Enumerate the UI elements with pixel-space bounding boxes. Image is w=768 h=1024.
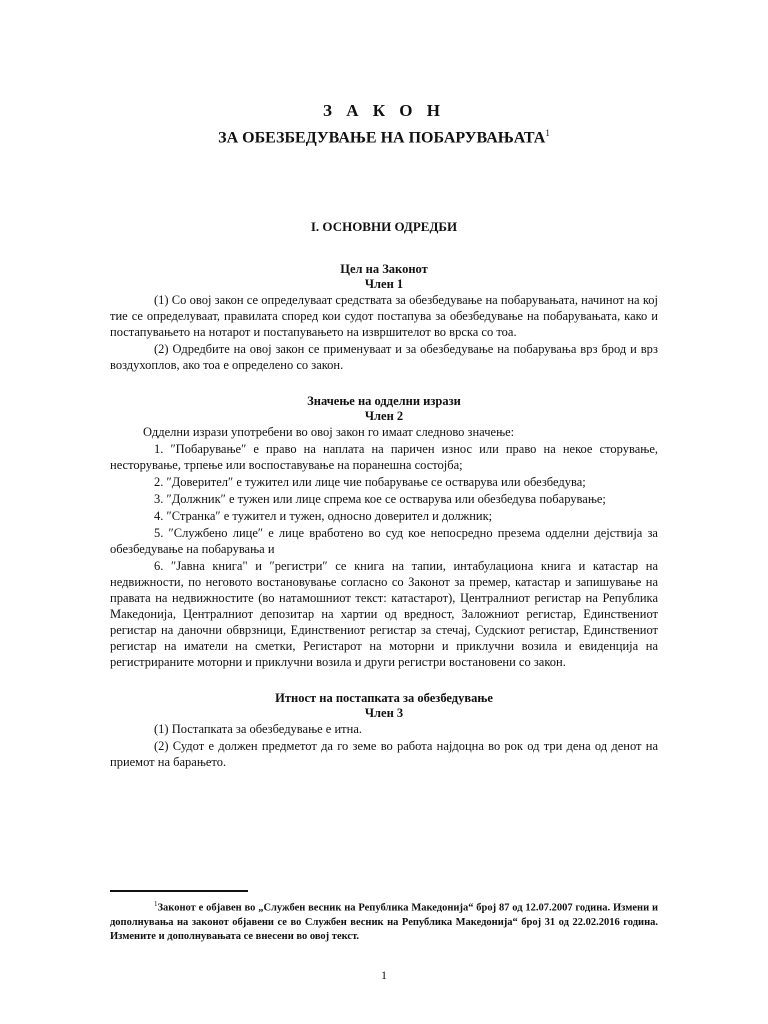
- article-3-number: Член 3: [364, 706, 404, 721]
- article-2-item-1: 1. ″Побарување″ е право на наплата на паричен износ или право на некое сторување, несторување, трпење или воспоставување на поранешна состојба;: [110, 442, 658, 473]
- article-2-item-5: 5. ″Службено лице″ е лице вработено во суд кое непосредно презема одделни дејствија за обезбедување на побарувања и: [110, 526, 658, 557]
- footnote-reference[interactable]: 1: [545, 128, 550, 138]
- article-2-section: [110, 394, 658, 670]
- article-2-title: Значење на одделни изрази: [307, 394, 461, 409]
- article-1-title: Цел на Законот: [340, 262, 428, 277]
- article-2-number: Член 2: [364, 409, 404, 424]
- law-subtitle: [110, 122, 658, 149]
- article-2-intro: Одделни изрази употребени во овој закон го имаат следново значење:: [143, 425, 515, 440]
- article-2-item-2: 2. ″Доверител″ е тужител или лице чие побарување се остварува или обезбедува;: [154, 475, 586, 490]
- law-subtitle-text: ЗА ОБЕЗБЕДУВАЊЕ НА ПОБАРУВАЊАТА: [218, 129, 546, 147]
- article-1-number: Член 1: [364, 277, 404, 292]
- article-2-item-6: 6. ″Јавна книга" и ″регистри″ се книга на тапии, интабулациона книга и катастар на недвижности, по неговото востановување согласно со Законот за премер, катастар и запишување на правата на недвижностите (во натамошниот текст: катастарот), Централниот регистар на Република Македонија, Централниот депозитар на хартии од вредност, Заложниот регистар, Единствениот регистар на даночни обврзници, Единствениот регистар за стечај, Судскиот регистар, Единствениот регистар на иматели на сметки, Регистарот на моторни и приклучни возила и евиденција на регистрираните моторни и приклучни возила и други регистри востановени со закон.: [110, 559, 658, 670]
- article-3-paragraph-2: (2) Судот е должен предметот да го земе во работа најдоцна во рок од три дена од денот на приемот на барањето.: [110, 739, 658, 770]
- page-number: 1: [381, 968, 387, 982]
- article-2-item-3: 3. ″Должник″ е тужен или лице спрема кое се остварува или обезбедува побарување;: [154, 492, 606, 507]
- footnote-mark: 1: [154, 900, 158, 908]
- article-3-title: Итност на постапката за обезбедување: [275, 691, 493, 706]
- footnote-text: Законот е објавен во „Службен весник на Република Македонија“ број 87 од 12.07.2007 година. Измени и дополнувања на законот објавени се во Службен весник на Република Македонија“ број 31 од 22.02.2016 година. Измените и дополнувањата се внесени во овој текст.: [110, 902, 658, 942]
- article-1-paragraph-2: (2) Одредбите на овој закон се применуваат и за обезбедување на побарувања врз брод и врз воздухоплов, ако тоа е определено со закон.: [110, 342, 658, 373]
- article-1-paragraph-1: (1) Со овој закон се определуваат средствата за обезбедување на побарувањата, начинот на кој тие се определуваат, правилата според кои судот постапува за обезбедување на побарувањата, како и постапувањето на нотарот и постапувањето на извршителот во врска со тоа.: [110, 293, 658, 340]
- chapter-heading: I. ОСНОВНИ ОДРЕДБИ: [310, 219, 458, 235]
- article-2-item-4: 4. ″Странка″ е тужител и тужен, односно доверител и должник;: [154, 509, 493, 524]
- article-3-paragraph-1: (1) Постапката за обезбедување е итна.: [154, 722, 362, 737]
- footnote-divider: [110, 890, 248, 892]
- document-body: [110, 100, 658, 771]
- article-1-section: [110, 262, 658, 373]
- law-title: З А К О Н: [322, 101, 446, 120]
- article-3-section: [110, 691, 658, 770]
- footnote: [110, 897, 658, 944]
